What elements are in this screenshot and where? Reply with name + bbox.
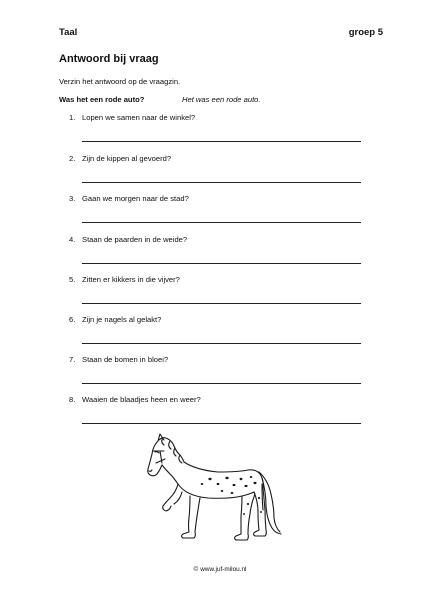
copyright-symbol: © — [193, 566, 199, 573]
example-answer: Het was een rode auto. — [182, 95, 261, 104]
question-text: Zijn je nagels al gelakt? — [82, 315, 162, 324]
group-label: groep 5 — [348, 27, 383, 38]
question-number: 8. — [69, 395, 76, 404]
question-text: Zitten er kikkers in die vijver? — [82, 275, 180, 284]
question-number: 7. — [69, 355, 76, 364]
answer-line-4[interactable] — [82, 263, 361, 264]
answer-line-1[interactable] — [82, 141, 361, 142]
question-6 — [69, 315, 161, 324]
question-text: Zijn de kippen al gevoerd? — [82, 154, 172, 163]
example-question: Was het een rode auto? — [59, 95, 145, 104]
question-8 — [69, 395, 201, 404]
question-text: Staan de paarden in de weide? — [82, 235, 188, 244]
page-title: Antwoord bij vraag — [59, 53, 159, 65]
question-number: 2. — [69, 154, 76, 163]
footer-site: www.juf-milou.nl — [200, 566, 247, 573]
answer-line-8[interactable] — [82, 423, 361, 424]
question-text: Waaien de blaadjes heen en weer? — [82, 395, 201, 404]
question-2 — [69, 154, 171, 163]
question-4 — [69, 235, 187, 244]
answer-line-2[interactable] — [82, 182, 361, 183]
question-text: Lopen we samen naar de winkel? — [82, 113, 196, 122]
question-number: 4. — [69, 235, 76, 244]
question-text: Gaan we morgen naar de stad? — [82, 194, 189, 203]
question-number: 5. — [69, 275, 76, 284]
instruction-text: Verzin het antwoord op de vraagzin. — [59, 77, 181, 86]
question-3 — [69, 194, 189, 203]
question-number: 6. — [69, 315, 76, 324]
answer-line-6[interactable] — [82, 343, 361, 344]
answer-line-5[interactable] — [82, 303, 361, 304]
subject-label: Taal — [59, 27, 78, 38]
question-1 — [69, 113, 195, 122]
question-5 — [69, 275, 180, 284]
question-number: 3. — [69, 194, 76, 203]
footer-credit — [0, 566, 440, 573]
answer-line-7[interactable] — [82, 383, 361, 384]
question-7 — [69, 355, 168, 364]
question-number: 1. — [69, 113, 76, 122]
answer-line-3[interactable] — [82, 222, 361, 223]
horse-drawing-icon — [138, 432, 288, 552]
question-text: Staan de bomen in bloei? — [82, 355, 169, 364]
